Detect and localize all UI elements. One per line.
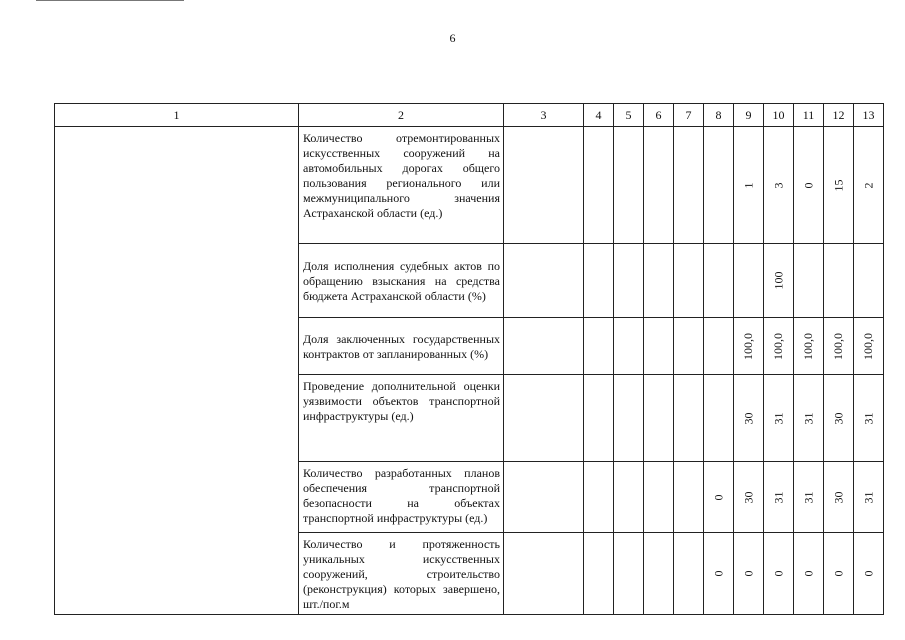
column-header: 4 — [584, 104, 614, 127]
column-header: 13 — [854, 104, 884, 127]
value-c12: 100,0 — [831, 332, 845, 360]
value-c8: 0 — [711, 570, 725, 577]
value-c12: 30 — [831, 491, 845, 503]
value-c9: 30 — [741, 412, 755, 424]
column-1-merged-cell — [55, 127, 299, 615]
indicator-name: Количество и протяженность уникальных искусственных сооружений, строительство (реконструкция) которых завершено, шт./пог.м — [299, 533, 504, 615]
value-c10: 100,0 — [771, 332, 785, 360]
value-c13: 0 — [861, 570, 875, 577]
column-header-row — [55, 104, 884, 127]
value-c13: 2 — [861, 182, 875, 188]
value-c11: 100,0 — [801, 332, 815, 360]
value-c9: 0 — [741, 570, 755, 577]
value-c11: 31 — [801, 412, 815, 424]
indicator-name: Количество разработанных планов обеспечения транспортной безопасности на объектах транспортной инфраструктуры (ед.) — [299, 462, 504, 533]
value-c9: 1 — [741, 182, 755, 188]
value-c9: 30 — [741, 491, 755, 503]
value-c10: 100 — [771, 271, 785, 290]
value-c11: 0 — [801, 182, 815, 188]
value-c10: 3 — [771, 182, 785, 188]
indicator-name: Количество отремонтированных искусственных сооружений на автомобильных дорогах общего пользования регионального или межмуниципального значения Астраханской области (ед.) — [299, 127, 504, 244]
column-header: 3 — [504, 104, 584, 127]
table-row — [55, 127, 884, 244]
value-c13: 100,0 — [861, 332, 875, 360]
value-c13: 31 — [861, 491, 875, 503]
column-header: 9 — [734, 104, 764, 127]
value-c10: 31 — [771, 491, 785, 503]
value-c13: 31 — [861, 412, 875, 424]
value-c12: 15 — [831, 179, 845, 191]
column-header: 12 — [824, 104, 854, 127]
column-header: 8 — [704, 104, 734, 127]
value-c11: 0 — [801, 570, 815, 577]
indicator-name: Проведение дополнительной оценки уязвимости объектов транспортной инфраструктуры (ед.) — [299, 375, 504, 462]
value-c11: 31 — [801, 491, 815, 503]
column-header: 11 — [794, 104, 824, 127]
column-header: 7 — [674, 104, 704, 127]
column-header: 2 — [299, 104, 504, 127]
value-c10: 0 — [771, 570, 785, 577]
indicator-name: Доля заключенных государственных контрактов от запланированных (%) — [299, 318, 504, 375]
value-c12: 0 — [831, 570, 845, 577]
column-header: 10 — [764, 104, 794, 127]
value-c8: 0 — [711, 494, 725, 500]
page-number: 6 — [449, 31, 456, 45]
value-c12: 30 — [831, 412, 845, 424]
column-header: 1 — [55, 104, 299, 127]
column-header: 5 — [614, 104, 644, 127]
indicator-name: Доля исполнения судебных актов по обращению взыскания на средства бюджета Астраханской области (%) — [299, 244, 504, 318]
indicators-table — [54, 103, 884, 615]
value-c9: 100,0 — [741, 332, 755, 360]
value-c10: 31 — [771, 412, 785, 424]
column-header: 6 — [644, 104, 674, 127]
top-rule — [36, 0, 184, 1]
